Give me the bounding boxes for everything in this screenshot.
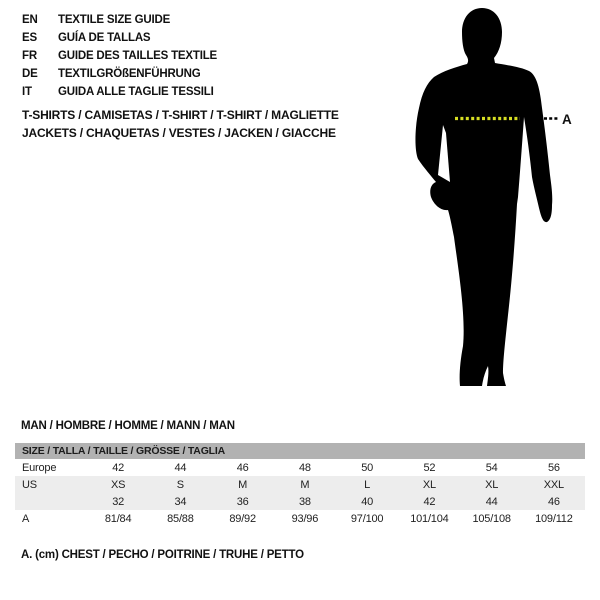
cell: 93/96 [291, 512, 319, 525]
table-row-europe [15, 459, 585, 476]
cell: 42 [398, 493, 460, 510]
language-list [22, 11, 217, 101]
cell: 101/104 [410, 512, 449, 525]
cell: 46 [523, 493, 585, 510]
row-label: US [15, 476, 87, 493]
cell: 52 [423, 461, 436, 474]
cell: 97/100 [350, 512, 384, 525]
cell: 36 [212, 493, 274, 510]
size-table [15, 443, 585, 527]
cell: 32 [87, 493, 149, 510]
language-row-fr [22, 47, 217, 65]
table-row-us [15, 476, 585, 493]
row-label: A [22, 512, 30, 525]
category-list [22, 106, 339, 142]
cell: 42 [112, 461, 125, 474]
language-label: GUIDE DES TAILLES TEXTILE [58, 50, 217, 62]
cell: 89/92 [229, 512, 256, 525]
table-row-numeric [15, 493, 585, 510]
cell: L [336, 476, 398, 493]
language-label: GUÍA DE TALLAS [58, 32, 151, 44]
language-row-de [22, 65, 217, 83]
measurement-footnote: A. (cm) CHEST / PECHO / POITRINE / TRUHE / PETTO [21, 549, 304, 561]
cell: M [274, 476, 336, 493]
cell: 46 [236, 461, 249, 474]
language-row-it [22, 83, 217, 101]
cell: 109/112 [535, 512, 573, 525]
table-row-chest [15, 510, 585, 527]
cell: 44 [461, 493, 523, 510]
chest-measure-letter: A [562, 112, 572, 127]
cell: 50 [361, 461, 374, 474]
cell: 40 [336, 493, 398, 510]
cell: 48 [298, 461, 311, 474]
cell: S [149, 476, 211, 493]
size-table-header: SIZE / TALLA / TAILLE / GRÖSSE / TAGLIA [15, 443, 585, 459]
man-silhouette-svg [410, 5, 575, 390]
language-code: FR [22, 50, 37, 62]
language-code: EN [22, 14, 38, 26]
cell: XXL [523, 476, 585, 493]
cell: 34 [149, 493, 211, 510]
cell: M [212, 476, 274, 493]
cell: 85/88 [167, 512, 194, 525]
cell: 56 [547, 461, 560, 474]
language-label: TEXTILGRÖßENFÜHRUNG [58, 68, 201, 80]
cell: 105/108 [472, 512, 511, 525]
language-code: ES [22, 32, 37, 44]
row-label: Europe [22, 461, 57, 474]
category-tshirts: T-SHIRTS / CAMISETAS / T-SHIRT / T-SHIRT / MAGLIETTE [22, 108, 339, 122]
cell: 81/84 [104, 512, 132, 525]
gender-label: MAN / HOMBRE / HOMME / MANN / MAN [21, 420, 235, 432]
size-table-header-row [15, 443, 585, 459]
cell: 38 [274, 493, 336, 510]
cell: 54 [485, 461, 498, 474]
category-jackets: JACKETS / CHAQUETAS / VESTES / JACKEN / GIACCHE [22, 126, 336, 140]
language-row-en [22, 11, 217, 29]
language-label: GUIDA ALLE TAGLIE TESSILI [58, 86, 214, 98]
man-silhouette-shape [415, 8, 552, 386]
language-code: DE [22, 68, 38, 80]
man-silhouette-figure [410, 5, 575, 390]
language-row-es [22, 29, 217, 47]
language-code: IT [22, 86, 32, 98]
cell: XS [87, 476, 149, 493]
language-label: TEXTILE SIZE GUIDE [58, 14, 171, 26]
cell: 44 [174, 461, 187, 474]
cell: XL [398, 476, 460, 493]
cell: XL [461, 476, 523, 493]
row-label [15, 493, 87, 510]
